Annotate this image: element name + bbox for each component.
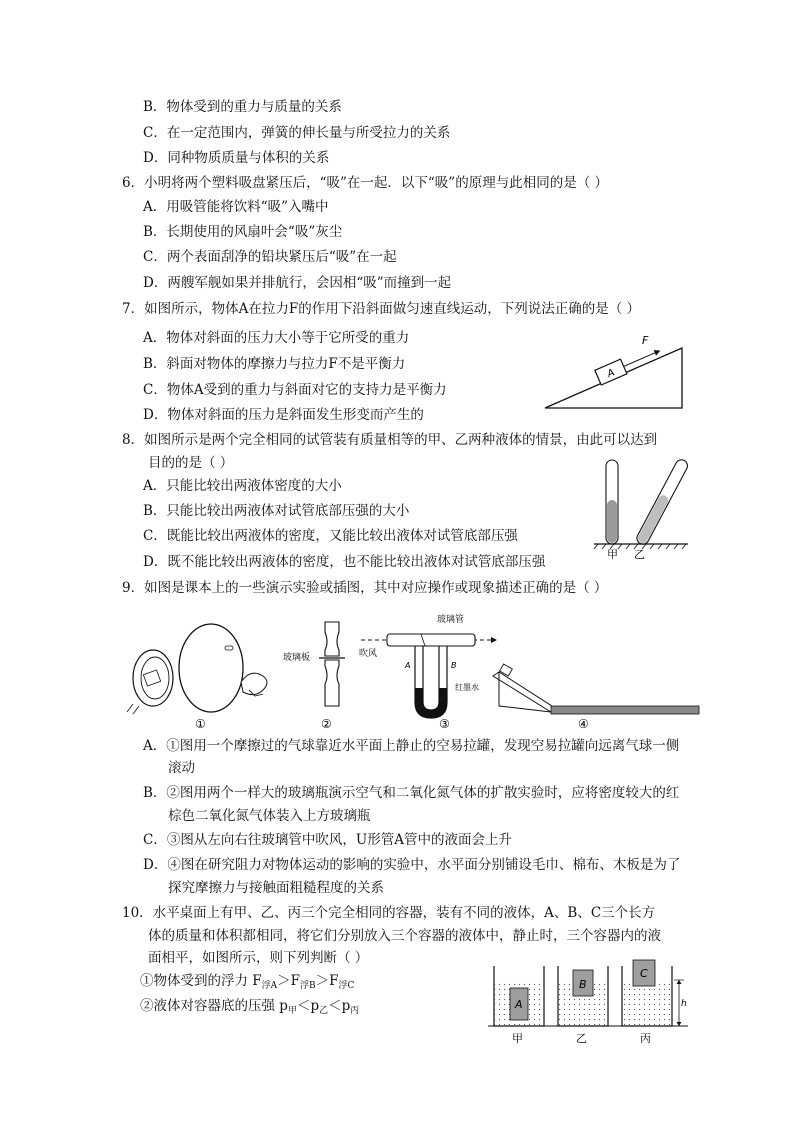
q9-option-d-cont: 探究摩擦力与接触面粗糙程度的关系 [168,880,384,896]
option-d-q5: D．同种物质质量与体积的关系 [143,150,330,166]
q8-option-d: D．既不能比较出两液体的密度，也不能比较出液体对试管底部压强 [143,554,546,570]
block-a-label: A [605,367,617,381]
block-c-label: C [640,967,648,980]
q8-option-c: C．既能比较出两液体的密度，又能比较出液体对试管底部压强 [143,528,518,544]
q9-option-d: D．④图在研究阻力对物体运动的影响的实验中，水平面分别铺设毛巾、棉布、木板是为了 [143,857,681,873]
q7-option-b: B．斜面对物体的摩擦力与拉力F不是平衡力 [143,356,406,372]
q7-option-a: A．物体对斜面的压力大小等于它所受的重力 [143,330,410,346]
container-jia-label: 甲 [512,1032,523,1045]
q8-option-b: B．只能比较出两液体对试管底部压强的大小 [143,503,410,519]
figure-1-number: ① [195,717,206,731]
height-label: h [681,999,687,1009]
question-7: 7．如图所示，物体A在拉力F的作用下沿斜面做匀速直线运动，下列说法正确的是（ ） [122,301,640,317]
force-label: F [642,334,649,347]
q9-option-a-cont: 滚动 [168,760,195,776]
blow-label: 吹风 [359,649,378,659]
q7-option-c: C．物体A受到的重力与斜面对它的支持力是平衡力 [143,382,447,398]
balloon-can-figure [127,624,267,731]
block-a-label: A [515,998,523,1011]
q10-statement-1: ①物体受到的浮力 $F_{浮A}>F_{浮B}>F_{浮C}$ [140,973,355,991]
force-arrow [624,353,655,367]
q6-option-c: C．两个表面刮净的铅块紧压后“吸”在一起 [143,249,397,265]
question-10-cont1: 体的质量和体积都相同，将它们分别放入三个容器的液体中，静止时，三个容器内的液 [148,928,661,944]
block-b-label: B [579,978,587,991]
figure-2-number: ② [321,717,332,731]
containers-figure [488,958,688,1046]
tube-b-label: B [451,661,457,670]
question-10: 10．水平桌面上有甲、乙、丙三个完全相同的容器，装有不同的液体，A、B、C三个长方 [122,905,656,921]
gas-diffusion-figure [283,622,345,731]
glass-tube-label: 玻璃管 [437,615,465,625]
red-ink-label: 红墨水 [455,683,479,692]
q9-option-b: B．②图用两个一样大的玻璃瓶演示空气和二氧化氮气体的扩散实验时，应将密度较大的红 [143,785,680,801]
question-9: 9．如图是课本上的一些演示实验或插图，其中对应操作或现象描述正确的是（ ） [122,580,608,596]
q6-option-a: A．用吸管能将饮料“吸”入嘴中 [143,199,329,215]
question-6: 6．小明将两个塑料吸盘紧压后，“吸”在一起．以下“吸”的原理与此相同的是（ ） [122,175,608,191]
test-tubes-figure [592,458,692,560]
incline-figure [540,330,690,412]
q6-option-d: D．两艘军舰如果并排航行，会因相“吸”而撞到一起 [143,275,452,291]
container-yi-label: 乙 [576,1032,587,1045]
q9-option-b-cont: 棕色二氧化氮气体装入上方玻璃瓶 [168,808,371,824]
q9-option-c: C．③图从左向右往玻璃管中吹风，U形管A管中的液面会上升 [143,832,512,848]
q10-statement-2: ②液体对容器底的压强 $p_甲<p_乙<p_丙$ [140,998,360,1016]
q6-option-b: B．长期使用的风扇叶会“吸”灰尘 [143,224,343,240]
q8-option-a: A．只能比较出两液体密度的大小 [143,478,342,494]
tube-a-label: A [405,661,411,670]
question-8: 8．如图所示是两个完全相同的试管装有质量相等的甲、乙两种液体的情景，由此可以达到 [122,432,658,448]
container-bing-label: 丙 [640,1032,651,1045]
tube-jia-label: 甲 [607,548,618,560]
q9-option-a: A．①图用一个摩擦过的气球靠近水平面上静止的空易拉罐，发现空易拉罐向远离气球一侧 [143,738,680,754]
figure-3-number: ③ [439,717,450,731]
experiments-figure [125,608,705,733]
u-tube-figure [359,613,497,731]
figure-4-number: ④ [578,717,589,731]
option-c-q5: C．在一定范围内，弹簧的伸长量与所受拉力的关系 [143,125,451,141]
question-8-cont: 目的的是（ ） [148,455,234,471]
option-b-q5: B．物体受到的重力与质量的关系 [143,99,342,115]
question-10-cont2: 面相平，如图所示，则下列判断（ ） [148,950,369,966]
glass-plate-label: 玻璃板 [283,653,311,663]
tube-yi-label: 乙 [634,548,645,560]
ramp-figure [493,664,699,731]
q7-option-d: D．物体对斜面的压力是斜面发生形变而产生的 [143,407,424,423]
